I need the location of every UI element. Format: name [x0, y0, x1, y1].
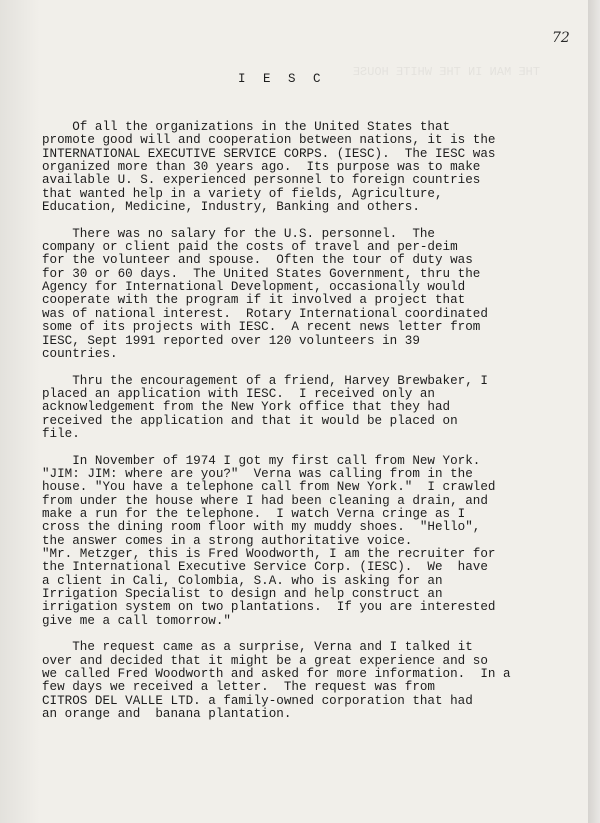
paragraph-first-call: In November of 1974 I got my first call from New York. "JIM: JIM: where are you?" Verna was calling from in the house. "You have a telephone call from New York." I crawled from under the house where I had been cleaning a drain, and make a run for the telephone. I watch Verna cringe as I cross the dining room floor with my muddy shoes. "Hello", the answer comes in a strong authoritative voice. "Mr. Metzger, this is Fred Woodworth, I am the recruiter for the International Executive Service Corp. (IESC). We have a client in Cali, Colombia, S.A. who is asking for an Irrigation Specialist to design and help construct an irrigation system on two plantations. If you are interested give me a call tomorrow." — [42, 453, 496, 628]
page-number: 72 — [552, 30, 570, 46]
page-binding-shadow — [0, 0, 40, 823]
body-text — [42, 121, 542, 735]
section-heading: I E S C — [238, 72, 326, 86]
bleed-through-text: THE MAN IN THE WHITE HOUSE — [352, 65, 540, 79]
paragraph-iesc-intro: Of all the organizations in the United States that promote good will and cooperation between nations, it is the INTERNATIONAL EXECUTIVE SERVICE CORPS. (IESC). The IESC was organized more than 30 years ago. Its purpose was to make available U. S. experienced personnel to foreign countries that wanted help in a variety of fields, Agriculture, Education, Medicine, Industry, Banking and others. — [42, 120, 496, 215]
paragraph-application: Thru the encouragement of a friend, Harvey Brewbaker, I placed an application with IESC. I received only an acknowledgement from the New York office that they had received the application and that it would be placed on file. — [42, 373, 488, 441]
paragraph-request: The request came as a surprise, Verna and I talked it over and decided that it might be a great experience and so we called Fred Woodworth and asked for more information. In a few days we received a letter. The request was from CITROS DEL VALLE LTD. a family-owned corporation that had an orange and banana plantation. — [42, 640, 511, 722]
page-edge — [588, 0, 600, 823]
paragraph-salary: There was no salary for the U.S. personnel. The company or client paid the costs of travel and per-deim for the volunteer and spouse. Often the tour of duty was for 30 or 60 days. The United States Government, thru the Agency for International Development, occasionally would cooperate with the program if it involved a project that was of national interest. Rotary International coordinated some of its projects with IESC. A recent news letter from IESC, Sept 1991 reported over 120 volunteers in 39 countries. — [42, 226, 488, 361]
